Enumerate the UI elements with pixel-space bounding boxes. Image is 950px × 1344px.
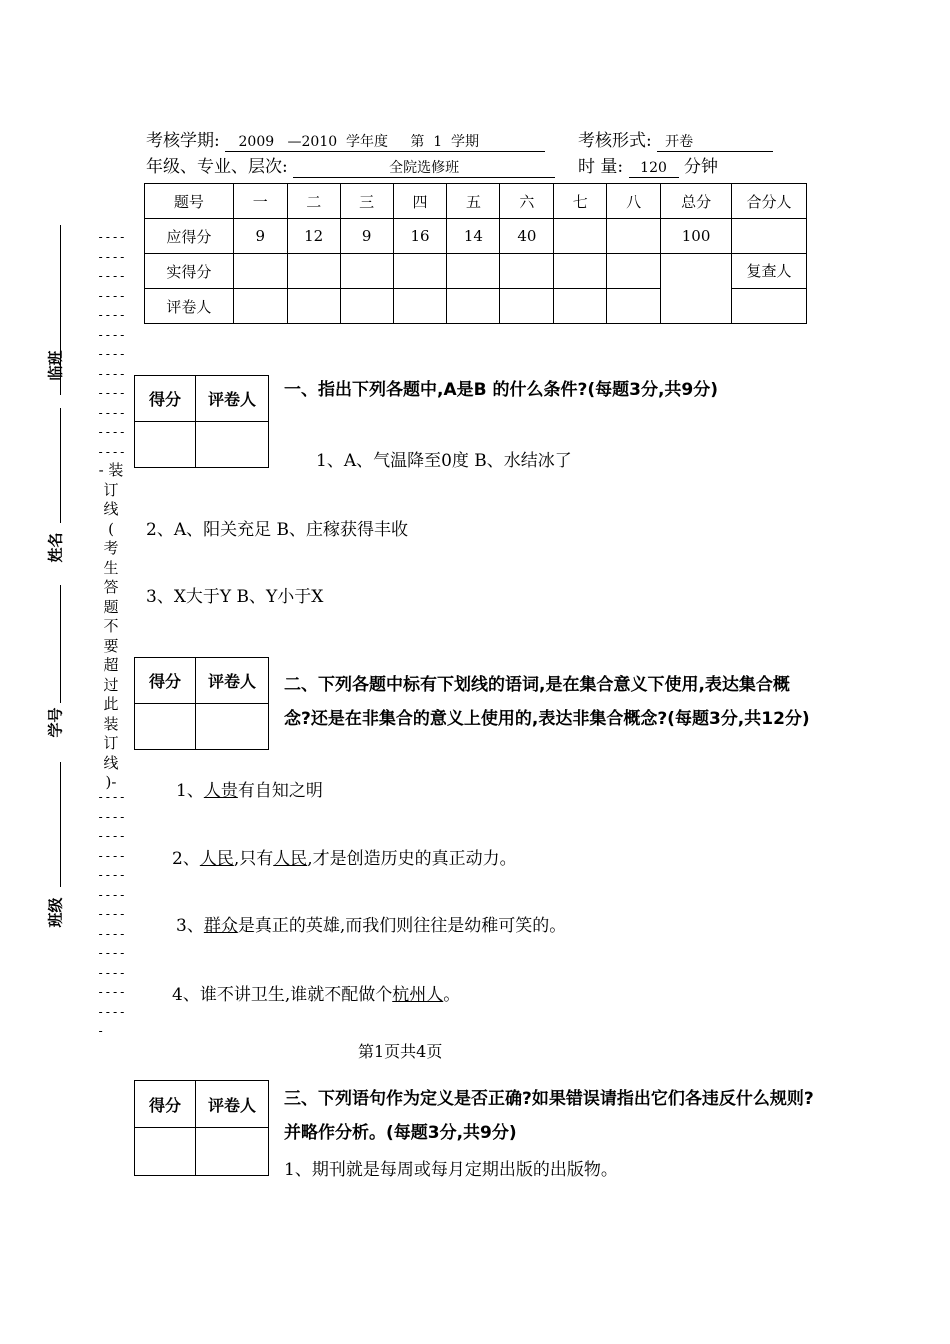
- q2-item-3: [176, 911, 566, 936]
- cell: 12: [287, 219, 340, 254]
- binding-char: 生: [103, 558, 119, 577]
- cell: 八: [607, 184, 661, 219]
- text: ,才是创造历史的真正动力。: [307, 849, 517, 869]
- cell: [340, 289, 393, 324]
- underlined-term: 人民: [273, 849, 308, 869]
- grade-box-q3: [134, 1080, 269, 1176]
- binding-char: 过: [103, 675, 119, 694]
- cell: 9: [233, 219, 287, 254]
- grade-box-cell: [135, 704, 196, 750]
- time-label: 时 量:: [578, 157, 624, 177]
- cell: 七: [554, 184, 607, 219]
- term-blank: [225, 133, 545, 152]
- binding-char: 考: [103, 539, 119, 557]
- cell: [340, 254, 393, 289]
- cell: [554, 289, 607, 324]
- cell: [732, 289, 807, 324]
- time-unit: 分钟: [683, 157, 718, 177]
- semester-prefix: 第: [410, 134, 425, 150]
- text: ,只有: [233, 849, 274, 869]
- cell: [393, 289, 447, 324]
- q2-title: 二、下列各题中标有下划线的语词,是在集合意义下使用,表达集合概念?还是在非集合的意义上使用的,表达非集合概念?(每题3分,共12分): [284, 675, 810, 729]
- cell: 实得分: [145, 254, 234, 289]
- time-value: 120: [629, 159, 679, 178]
- cell: [607, 289, 661, 324]
- year-suffix: 学年度: [346, 134, 389, 150]
- q1-item-3: 3、X大于Y B、Y小于X: [146, 587, 324, 607]
- cell: [607, 219, 661, 254]
- text: 。: [443, 985, 461, 1005]
- exam-term-line: [146, 126, 545, 152]
- binding-char: )-: [105, 773, 117, 791]
- cell: [732, 219, 807, 254]
- underlined-term: 杭州人: [392, 985, 444, 1005]
- side-label-id: 学号: [46, 707, 65, 738]
- exam-form-line: [578, 126, 773, 152]
- page-footer: 第1页共4页: [358, 1042, 443, 1061]
- grade-box-cell: [196, 704, 269, 750]
- text: 是真正的英雄,而我们则往往是幼稚可笑的。: [237, 916, 567, 936]
- binding-char: 订: [103, 734, 119, 752]
- cell: 100: [661, 219, 732, 254]
- cell: 40: [500, 219, 554, 254]
- text: 2、: [172, 849, 200, 869]
- cell: [500, 289, 554, 324]
- binding-char: - 装: [98, 461, 124, 479]
- cell: 应得分: [145, 219, 234, 254]
- binding-char: (: [108, 519, 114, 538]
- grade-box-score: 得分: [135, 658, 196, 704]
- year-end: —2010: [287, 134, 338, 150]
- binding-char: 订: [103, 480, 119, 499]
- form-value: 开卷: [657, 133, 773, 152]
- cell: [554, 219, 607, 254]
- grade-label: 年级、专业、层次:: [146, 157, 288, 177]
- underlined-term: 人贵: [203, 781, 238, 801]
- grade-box-grader: 评卷人: [196, 376, 269, 422]
- score-row-header: [145, 184, 807, 219]
- semester-suffix: 学期: [451, 134, 480, 150]
- cell: 二: [287, 184, 340, 219]
- term-label: 考核学期:: [146, 131, 220, 151]
- year-start: 2009: [238, 134, 275, 150]
- grade-box-cell: [196, 1128, 269, 1176]
- cell: 9: [340, 219, 393, 254]
- cell: 六: [500, 184, 554, 219]
- binding-char: 不: [103, 617, 119, 635]
- cell: [447, 289, 500, 324]
- cell: 题号: [145, 184, 234, 219]
- binding-char: 答: [103, 578, 119, 596]
- cell: 评卷人: [145, 289, 234, 324]
- cell: [500, 254, 554, 289]
- binding-char: 线: [103, 500, 119, 518]
- cell: [287, 254, 340, 289]
- q3-item-1: 1、期刊就是每周或每月定期出版的出版物。: [284, 1160, 618, 1180]
- cell: 一: [233, 184, 287, 219]
- text: 有自知之明: [237, 781, 323, 801]
- side-fill-line: [60, 585, 61, 703]
- underlined-term: 群众: [203, 916, 238, 936]
- semester-num: 1: [433, 134, 443, 150]
- cell: 复查人: [732, 254, 807, 289]
- cell: 总分: [661, 184, 732, 219]
- grade-box-cell: [135, 1128, 196, 1176]
- side-label-class: 临班: [46, 350, 65, 381]
- cell: 14: [447, 219, 500, 254]
- underlined-term: 人民: [199, 849, 234, 869]
- grade-value: 全院选修班: [293, 159, 555, 178]
- binding-char: 超: [103, 656, 119, 674]
- q2-item-1: [176, 776, 323, 801]
- grade-line: [146, 152, 555, 178]
- cell: 三: [340, 184, 393, 219]
- grade-box-score: 得分: [135, 1081, 196, 1128]
- side-fill-line: [60, 408, 61, 523]
- grade-box-q1: [134, 375, 269, 468]
- cell: 四: [393, 184, 447, 219]
- grade-box-score: 得分: [135, 376, 196, 422]
- grade-box-grader: 评卷人: [196, 658, 269, 704]
- cell: [554, 254, 607, 289]
- cell: 合分人: [732, 184, 807, 219]
- binding-dashes-top: ---- ---- ---- ---- ---- ---- ---- ---- ---- ---- ---- ----: [97, 230, 126, 459]
- binding-char: 装: [103, 714, 119, 733]
- cell: 五: [447, 184, 500, 219]
- score-table: [144, 183, 807, 324]
- q1-item-2: 2、A、阳关充足 B、庄稼获得丰收: [146, 520, 408, 540]
- cell: [233, 254, 287, 289]
- grade-box-grader: 评卷人: [196, 1081, 269, 1128]
- cell: [393, 254, 447, 289]
- q2-item-2: [172, 844, 517, 869]
- score-row-max: [145, 219, 807, 254]
- side-fill-line: [60, 762, 61, 887]
- cell: [607, 254, 661, 289]
- score-row-actual: [145, 254, 807, 289]
- cell: [661, 254, 732, 324]
- q2-item-4: [172, 980, 460, 1005]
- text: 4、谁不讲卫生,谁就不配做个: [172, 985, 393, 1005]
- binding-char: 题: [103, 597, 119, 616]
- q1-item-1: 1、A、气温降至0度 B、水结冰了: [316, 451, 572, 471]
- grade-box-cell: [135, 422, 196, 468]
- q1-title: 一、指出下列各题中,A是B 的什么条件?(每题3分,共9分): [284, 380, 719, 400]
- binding-char: 要: [103, 636, 119, 655]
- binding-instruction: [91, 461, 131, 793]
- cell: [447, 254, 500, 289]
- text: 3、: [176, 916, 204, 936]
- binding-dashes-bottom: ---- ---- ---- ---- ---- ---- ---- ---- ---- ---- ---- ---- -: [97, 790, 126, 1038]
- side-label-name: 姓名: [46, 532, 65, 563]
- grade-box-cell: [196, 422, 269, 468]
- cell: 16: [393, 219, 447, 254]
- text: 1、: [176, 781, 204, 801]
- cell: [287, 289, 340, 324]
- q3-title: 三、下列语句作为定义是否正确?如果错误请指出它们各违反什么规则?并略作分析。(每题3分,共9分): [284, 1089, 814, 1143]
- time-line: [578, 152, 718, 178]
- cell: [233, 289, 287, 324]
- form-label: 考核形式:: [578, 131, 652, 151]
- side-label-grade: 班级: [46, 897, 65, 928]
- binding-char: 线: [103, 753, 119, 772]
- binding-char: 此: [103, 695, 119, 713]
- grade-box-q2: [134, 657, 269, 750]
